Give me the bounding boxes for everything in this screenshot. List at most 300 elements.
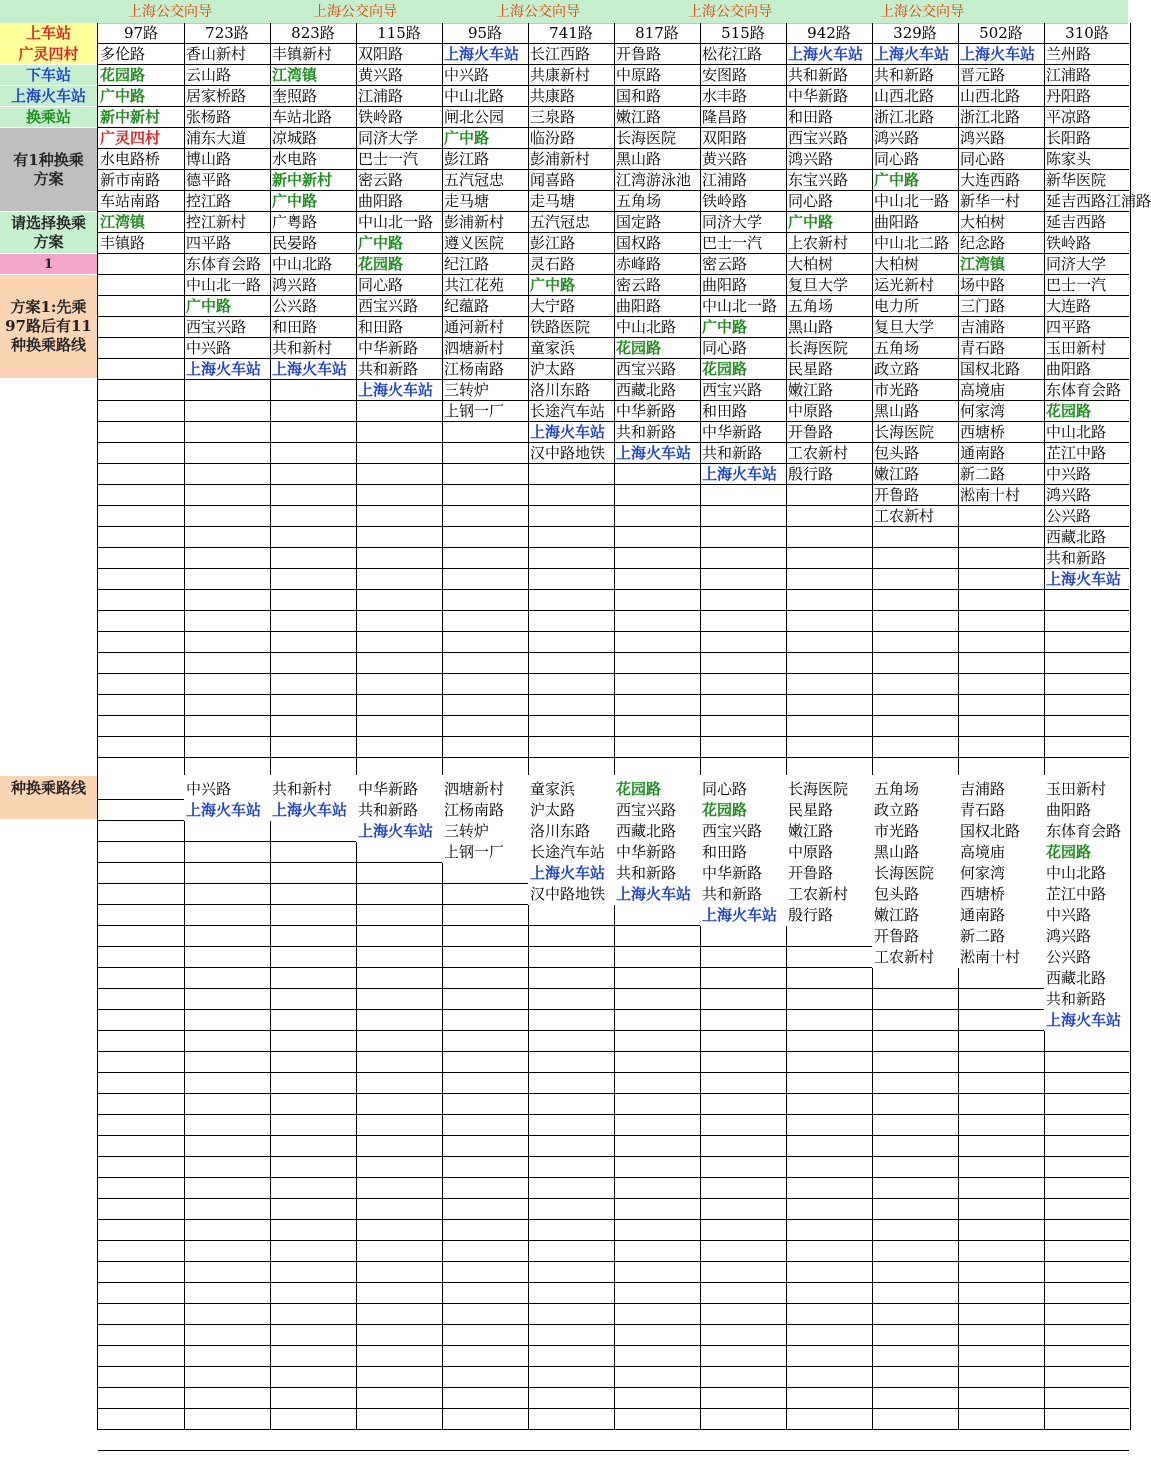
station-cell: 黑山路 [788,318,834,336]
station-cell: 和田路 [700,842,786,863]
station-cell: 张杨路 [186,108,232,126]
station-cell: 中原路 [786,842,872,863]
station-cell: 纪蕴路 [444,297,490,315]
station-cell: 云山路 [186,66,232,84]
station-cell: 政立路 [874,360,920,378]
station-cell: 新中新村 [100,108,161,126]
station-cell: 共康路 [530,87,576,105]
station-cell: 长海医院 [874,423,935,441]
station-cell: 西宝兴路 [186,318,247,336]
station-cell: 东宝兴路 [788,171,849,189]
station-cell: 浙江北路 [874,108,935,126]
station-cell: 民晏路 [272,234,318,252]
station-cell: 上海火车站 [788,45,864,63]
station-cell: 闻喜路 [530,171,576,189]
station-cell: 上海火车站 [444,45,520,63]
station-cell: 曲阳路 [1044,800,1130,821]
station-cell: 鸿兴路 [788,150,834,168]
station-cell: 西藏北路 [1046,528,1107,546]
station-cell: 中华新路 [616,402,677,420]
station-cell: 松花江路 [702,45,763,63]
station-cell: 巴士一汽 [358,150,419,168]
station-cell: 电力所 [874,297,920,315]
station-cell: 五汽冠忠 [444,171,505,189]
station-cell: 延吉西路江浦路 [1046,192,1151,210]
station-cell: 工农新村 [874,507,935,525]
title-bar [0,0,1128,24]
station-cell: 三转炉 [442,821,528,842]
route-header[interactable]: 723路 [205,24,249,42]
station-cell: 彭浦新村 [530,150,591,168]
station-cell: 双阳路 [702,129,748,147]
station-cell: 上海火车站 [700,905,786,926]
station-cell: 长阳路 [1046,129,1092,147]
station-cell: 车站北路 [272,108,333,126]
station-cell: 中原路 [788,402,834,420]
route-header[interactable]: 817路 [635,24,679,42]
station-cell: 新中新村 [272,171,333,189]
station-cell: 凉城路 [272,129,318,147]
station-cell: 鸿兴路 [960,129,1006,147]
station-cell: 长途汽车站 [528,842,614,863]
station-cell: 广中路 [702,318,748,336]
station-cell: 共和新路 [614,863,700,884]
station-cell: 大宁路 [530,297,576,315]
station-cell: 西藏北路 [614,821,700,842]
station-cell: 水电路 [272,150,318,168]
station-cell: 沪太路 [528,800,614,821]
station-cell: 鸿兴路 [874,129,920,147]
station-cell: 山西北路 [960,87,1021,105]
station-cell: 走马塘 [530,192,576,210]
station-cell: 西塘桥 [960,423,1006,441]
station-cell: 上海火车站 [874,45,950,63]
station-cell: 上海火车站 [356,821,442,842]
station-cell: 共和新路 [702,444,763,462]
station-cell: 上海火车站 [186,360,262,378]
station-cell: 西藏北路 [616,381,677,399]
alight-station-value[interactable]: 上海火车站 [0,86,97,107]
station-cell: 共和新路 [358,360,419,378]
station-cell: 同心路 [700,779,786,800]
station-cell: 花园路 [1044,842,1130,863]
route-header[interactable]: 823路 [291,24,335,42]
station-cell: 五汽冠忠 [530,213,591,231]
station-cell: 大连路 [1046,297,1092,315]
station-cell: 大柏树 [788,255,834,273]
station-cell: 嫩江路 [786,821,872,842]
station-cell: 上钢一厂 [444,402,505,420]
station-cell: 走马塘 [444,192,490,210]
station-cell: 同济大学 [702,213,763,231]
station-cell: 奎照路 [272,87,318,105]
station-cell: 国权北路 [960,360,1021,378]
station-cell: 芷江中路 [1046,444,1107,462]
station-cell: 控江路 [186,192,232,210]
station-cell: 童家浜 [530,339,576,357]
station-cell: 同心路 [702,339,748,357]
station-cell: 香山新村 [186,45,247,63]
station-cell: 上钢一厂 [442,842,528,863]
station-cell: 广灵四村 [100,129,161,147]
station-cell: 公兴路 [1046,507,1092,525]
station-cell: 新华医院 [1046,171,1107,189]
station-cell: 花园路 [100,66,146,84]
station-cell: 通南路 [960,444,1006,462]
station-cell: 陈家头 [1046,150,1092,168]
station-cell: 丹阳路 [1046,87,1092,105]
station-cell: 长海医院 [616,129,677,147]
route-header[interactable]: 515路 [721,24,765,42]
station-cell: 共和新路 [616,423,677,441]
station-cell: 花园路 [700,800,786,821]
station-cell: 何家湾 [958,863,1044,884]
station-cell: 赤峰路 [616,255,662,273]
route-grid [97,23,1151,1430]
route-header[interactable]: 942路 [807,24,851,42]
station-cell: 居家桥路 [186,87,247,105]
station-cell: 广中路 [788,213,834,231]
station-cell: 闸北公园 [444,108,505,126]
station-cell: 运光新村 [874,276,935,294]
station-cell: 西宝兴路 [614,800,700,821]
station-cell: 铁岭路 [1046,234,1092,252]
station-cell: 铁路医院 [530,318,591,336]
station-cell: 青石路 [960,339,1006,357]
station-cell: 嫩江路 [788,381,834,399]
station-cell: 童家浜 [528,779,614,800]
station-cell: 芷江中路 [1044,884,1130,905]
station-cell: 共和新路 [874,66,935,84]
route-header[interactable]: 741路 [549,24,593,42]
station-cell: 广中路 [358,234,404,252]
station-cell: 花园路 [358,255,404,273]
station-cell: 密云路 [358,171,404,189]
station-cell: 工农新村 [872,947,958,968]
route-header[interactable]: 97路 [123,24,159,42]
station-cell: 上海火车站 [1044,1010,1130,1031]
station-cell: 上海火车站 [530,423,606,441]
station-cell: 中山北路 [1046,423,1107,441]
grid-column-line [1130,23,1131,1430]
station-cell: 西宝兴路 [616,360,677,378]
station-cell: 花园路 [1046,402,1092,420]
station-cell: 纪念路 [960,234,1006,252]
station-cell: 同心路 [358,276,404,294]
station-cell: 中华新路 [614,842,700,863]
station-cell: 同心路 [874,150,920,168]
station-cell: 同心路 [788,192,834,210]
station-cell: 车站南路 [100,192,161,210]
station-cell: 江湾镇 [272,66,318,84]
station-cell: 曲阳路 [1046,360,1092,378]
station-cell: 平凉路 [1046,108,1092,126]
station-cell: 国权北路 [958,821,1044,842]
route-header[interactable]: 329路 [893,24,937,42]
station-cell: 国定路 [616,213,662,231]
station-cell: 中山北路 [272,255,333,273]
station-cell: 江湾镇 [100,213,146,231]
station-cell: 工农新村 [786,884,872,905]
station-cell: 黑山路 [616,150,662,168]
station-cell: 控江新村 [186,213,247,231]
station-cell: 双阳路 [358,45,404,63]
station-cell: 西宝兴路 [702,381,763,399]
station-cell: 复旦大学 [874,318,935,336]
station-cell: 鸿兴路 [1046,486,1092,504]
station-cell: 安图路 [702,66,748,84]
station-cell: 同心路 [960,150,1006,168]
title-text: 上海公交向导 [313,4,397,20]
station-cell: 共和新路 [1046,549,1107,567]
station-cell: 中原路 [616,66,662,84]
station-cell: 江浦路 [702,171,748,189]
station-cell: 泗塘新村 [442,779,528,800]
station-cell: 中山北路 [444,87,505,105]
station-cell: 西宝兴路 [358,297,419,315]
station-cell: 汉中路地铁 [530,444,606,462]
station-cell: 晋元路 [960,66,1006,84]
station-cell: 吉浦路 [960,318,1006,336]
station-cell: 水电路桥 [100,150,161,168]
station-cell: 汉中路地铁 [528,884,614,905]
station-cell: 中华新路 [702,423,763,441]
station-cell: 大连西路 [960,171,1021,189]
station-cell: 新华一村 [960,192,1021,210]
station-cell: 嫩江路 [872,905,958,926]
station-cell: 四平路 [186,234,232,252]
station-cell: 中华新路 [700,863,786,884]
route-header[interactable]: 502路 [979,24,1023,42]
station-cell: 中兴路 [1044,905,1130,926]
station-cell: 延吉西路 [1046,213,1107,231]
station-cell: 隆昌路 [702,108,748,126]
station-cell: 中山北一路 [358,213,434,231]
station-cell: 彭浦新村 [444,213,505,231]
station-cell: 和田路 [702,402,748,420]
station-cell: 嫩江路 [874,465,920,483]
station-cell: 鸿兴路 [272,276,318,294]
station-cell: 广粤路 [272,213,318,231]
station-cell: 博山路 [186,150,232,168]
station-cell: 新二路 [960,465,1006,483]
station-cell: 山西北路 [874,87,935,105]
station-cell: 同济大学 [358,129,419,147]
board-station-label: 上车站 [0,23,97,44]
station-cell: 共江花苑 [444,276,505,294]
station-cell: 上海火车站 [272,360,348,378]
station-cell: 开鲁路 [788,423,834,441]
station-cell: 民星路 [786,800,872,821]
station-cell: 和田路 [358,318,404,336]
station-cell: 场中路 [960,276,1006,294]
station-cell: 上海火车站 [1046,570,1122,588]
station-cell: 市光路 [872,821,958,842]
station-cell: 西塘桥 [958,884,1044,905]
station-cell: 中兴路 [186,339,232,357]
station-cell: 灵石路 [530,255,576,273]
station-cell: 中山北一路 [186,276,262,294]
station-cell: 洛川东路 [528,821,614,842]
station-cell: 玉田新村 [1046,339,1107,357]
station-cell: 开鲁路 [786,863,872,884]
station-cell: 中山北路 [1044,863,1130,884]
station-cell: 浙江北路 [960,108,1021,126]
station-cell: 江浦路 [358,87,404,105]
station-cell: 淞南十村 [958,947,1044,968]
station-cell: 彭江路 [530,234,576,252]
station-cell: 西宝兴路 [700,821,786,842]
station-cell: 上海火车站 [614,884,700,905]
station-cell: 中华新路 [788,87,849,105]
station-cell: 多伦路 [100,45,146,63]
station-cell: 曲阳路 [702,276,748,294]
station-cell: 广中路 [444,129,490,147]
station-cell: 鸿兴路 [1044,926,1130,947]
station-cell: 通河新村 [444,318,505,336]
station-cell: 江浦路 [1046,66,1092,84]
station-cell: 开鲁路 [616,45,662,63]
station-cell: 密云路 [702,255,748,273]
route-header[interactable]: 115路 [377,24,421,42]
station-cell: 铁岭路 [702,192,748,210]
station-cell: 国权路 [616,234,662,252]
station-cell: 殷行路 [788,465,834,483]
route-header[interactable]: 310路 [1065,24,1109,42]
station-cell: 上海火车站 [702,465,778,483]
station-cell: 东体育会路 [1046,381,1122,399]
station-cell: 包头路 [872,884,958,905]
choose-plan-label: 请选择换乘方案 [0,212,97,254]
station-cell: 上海火车站 [184,800,270,821]
station-cell: 共和新路 [700,884,786,905]
station-cell: 大柏树 [960,213,1006,231]
station-cell: 江湾游泳池 [616,171,692,189]
station-cell: 临汾路 [530,129,576,147]
station-cell: 长江西路 [530,45,591,63]
grid-row-line [98,1450,1129,1451]
station-cell: 高境庙 [960,381,1006,399]
station-cell: 丰镇路 [100,234,146,252]
station-cell: 共和新路 [356,800,442,821]
route-header[interactable]: 95路 [467,24,503,42]
station-cell: 大柏树 [874,255,920,273]
station-cell: 三转炉 [444,381,490,399]
station-cell: 开鲁路 [874,486,920,504]
station-cell: 中华新路 [358,339,419,357]
station-cell: 德平路 [186,171,232,189]
station-cell: 中兴路 [1046,465,1092,483]
station-cell: 上海火车站 [270,800,356,821]
station-cell: 中山北一路 [702,297,778,315]
station-cell: 中兴路 [184,779,270,800]
station-cell: 长途汽车站 [530,402,606,420]
station-cell: 长海医院 [872,863,958,884]
station-cell: 高境庙 [958,842,1044,863]
station-cell: 共和新村 [270,779,356,800]
title-text: 上海公交向导 [496,4,580,20]
station-cell: 沪太路 [530,360,576,378]
station-cell: 纪江路 [444,255,490,273]
station-cell: 中华新路 [356,779,442,800]
station-cell: 同济大学 [1046,255,1107,273]
station-cell: 西宝兴路 [788,129,849,147]
station-cell: 曲阳路 [874,213,920,231]
station-cell: 中山北二路 [874,234,950,252]
station-cell: 西藏北路 [1044,968,1130,989]
station-cell: 东体育会路 [1044,821,1130,842]
station-cell: 江杨南路 [444,360,505,378]
station-cell: 国和路 [616,87,662,105]
station-cell: 公兴路 [1044,947,1130,968]
station-cell: 三门路 [960,297,1006,315]
station-cell: 五角场 [872,779,958,800]
station-cell: 三泉路 [530,108,576,126]
station-cell: 新二路 [958,926,1044,947]
station-cell: 巴士一汽 [702,234,763,252]
title-text: 上海公交向导 [880,4,964,20]
station-cell: 五角场 [616,192,662,210]
station-cell: 淞南十村 [960,486,1021,504]
plan-description: 方案1:先乘97路后有11种换乘路线 [0,275,97,379]
plan-description-continued: 种换乘路线 [0,776,97,820]
station-cell: 和田路 [272,318,318,336]
station-cell: 吉浦路 [958,779,1044,800]
station-cell: 广中路 [874,171,920,189]
station-cell: 中山北一路 [874,192,950,210]
station-cell: 花园路 [616,339,662,357]
station-cell: 彭江路 [444,150,490,168]
station-cell: 长海医院 [788,339,849,357]
station-cell: 中山北路 [616,318,677,336]
plan-selector[interactable]: 1 [0,254,97,275]
station-cell: 包头路 [874,444,920,462]
station-cell: 通南路 [958,905,1044,926]
station-cell: 黑山路 [874,402,920,420]
station-cell: 工农新村 [788,444,849,462]
transfer-station-label: 换乘站 [0,107,97,128]
board-station-value[interactable]: 广灵四村 [0,44,97,65]
station-cell: 市光路 [874,381,920,399]
station-cell: 五角场 [874,339,920,357]
station-cell: 遵义医院 [444,234,505,252]
station-cell: 复旦大学 [788,276,849,294]
station-cell: 东体育会路 [186,255,262,273]
station-cell: 殷行路 [786,905,872,926]
station-cell: 黄兴路 [358,66,404,84]
station-cell: 上海火车站 [358,381,434,399]
station-cell: 新市南路 [100,171,161,189]
station-cell: 上海火车站 [616,444,692,462]
station-cell: 广中路 [530,276,576,294]
station-cell: 共和新村 [272,339,333,357]
station-cell: 上农新村 [788,234,849,252]
station-cell: 青石路 [958,800,1044,821]
station-cell: 丰镇新村 [272,45,333,63]
station-cell: 开鲁路 [872,926,958,947]
station-cell: 曲阳路 [358,192,404,210]
station-cell: 黑山路 [872,842,958,863]
station-cell: 何家湾 [960,402,1006,420]
station-cell: 花园路 [702,360,748,378]
station-cell: 民星路 [788,360,834,378]
station-cell: 玉田新村 [1044,779,1130,800]
station-cell: 共康新村 [530,66,591,84]
station-cell: 广中路 [100,87,146,105]
station-cell: 广中路 [272,192,318,210]
station-cell: 共和新路 [1044,989,1130,1010]
station-cell: 上海火车站 [960,45,1036,63]
